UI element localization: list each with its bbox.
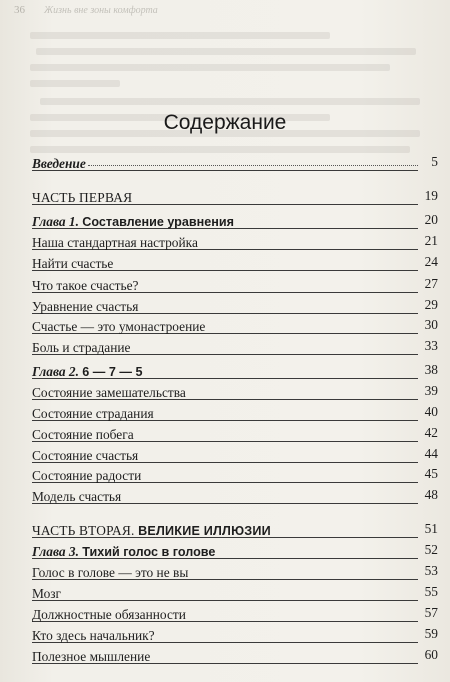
- toc-entry-label: [32, 427, 136, 443]
- toc-entry-title: Состояние замешательства: [32, 385, 186, 400]
- page-title: Содержание: [163, 111, 287, 134]
- toc-entry[interactable]: [32, 538, 438, 559]
- dot-leader: [140, 308, 418, 309]
- toc-entry[interactable]: [32, 483, 438, 504]
- toc-entry[interactable]: [32, 293, 438, 314]
- toc-page-number: 53: [424, 563, 438, 578]
- toc-page-number: 60: [424, 647, 438, 662]
- toc-entry[interactable]: [32, 250, 438, 271]
- toc-entry-title: Боль и страдание: [32, 340, 131, 355]
- toc-page-number: 5: [431, 154, 438, 169]
- toc-entry-title: Мозг: [32, 586, 62, 601]
- toc-entry-title: Что такое счастье?: [32, 278, 139, 293]
- dot-leader: [217, 553, 418, 554]
- dot-leader: [156, 415, 418, 416]
- dot-leader: [190, 574, 418, 575]
- toc-entry-label: [32, 607, 188, 623]
- toc-entry[interactable]: [32, 184, 438, 205]
- toc-entry[interactable]: [32, 580, 438, 601]
- toc-entry-title: 6 — 7 — 5: [82, 365, 143, 379]
- toc-entry[interactable]: [32, 517, 438, 538]
- toc-entry[interactable]: [32, 601, 438, 622]
- toc-page-number: 55: [424, 584, 438, 599]
- toc-entry-label: [32, 406, 156, 422]
- toc-entry-label: [32, 235, 200, 251]
- toc-entry[interactable]: [32, 272, 438, 293]
- toc-entry-label: [32, 565, 190, 581]
- toc-entry-prefix: Введение: [32, 156, 86, 171]
- toc-entry-label: [32, 256, 115, 272]
- dot-leader: [157, 637, 418, 638]
- toc-entry-label: [32, 278, 141, 294]
- toc-entry-label: [32, 649, 152, 665]
- toc-entry[interactable]: [32, 379, 438, 400]
- dot-leader: [144, 373, 418, 374]
- dot-leader: [152, 658, 418, 659]
- toc-page-number: 20: [424, 212, 438, 227]
- dot-leader: [123, 498, 418, 499]
- dot-leader: [236, 223, 418, 224]
- toc-page-number: 21: [424, 233, 438, 248]
- toc-entry-title: Состояние побега: [32, 427, 134, 442]
- toc-entry-prefix: Глава 1.: [32, 214, 83, 229]
- toc-entry[interactable]: [32, 559, 438, 580]
- toc-entry-title: Найти счастье: [32, 256, 114, 271]
- toc-entry-title: Наша стандартная настройка: [32, 235, 198, 250]
- toc-entry-title: Составление уравнения: [82, 215, 234, 229]
- dot-leader: [134, 199, 418, 200]
- bleed-through-text: [30, 0, 450, 160]
- toc-entry-title: Состояние счастья: [32, 448, 139, 463]
- toc-entry[interactable]: [32, 400, 438, 421]
- toc-entry-label: [32, 340, 133, 356]
- toc-page-number: 19: [424, 188, 438, 203]
- toc-page-number: 29: [424, 297, 438, 312]
- toc-page-number: 27: [424, 276, 438, 291]
- toc-page-number: 42: [424, 425, 438, 440]
- running-header: [0, 4, 450, 18]
- toc-page-number: 51: [424, 521, 438, 536]
- toc-entry-title: Модель счастья: [32, 489, 122, 504]
- toc-entry-label: [32, 190, 134, 206]
- toc-entry[interactable]: [32, 643, 438, 664]
- toc-entry-title: Состояние страдания: [32, 406, 154, 421]
- toc-entry-prefix: Глава 2.: [32, 364, 83, 379]
- toc-entry-label: [32, 319, 207, 335]
- toc-page-number: 44: [424, 446, 438, 461]
- dot-leader: [273, 532, 418, 533]
- toc-entry-label: [32, 544, 217, 560]
- toc-entry-label: [32, 364, 144, 380]
- toc-page-number: 40: [424, 404, 438, 419]
- toc-entry[interactable]: [32, 150, 438, 171]
- toc-page-number: 30: [424, 317, 438, 332]
- dot-leader: [188, 394, 418, 395]
- toc-page-number: 45: [424, 466, 438, 481]
- toc-entry-title: Полезное мышление: [32, 649, 151, 664]
- toc-page-number: 52: [424, 542, 438, 557]
- toc-entry[interactable]: [32, 208, 438, 229]
- dot-leader: [63, 595, 418, 596]
- dot-leader: [141, 287, 419, 288]
- toc-entry-label: [32, 468, 143, 484]
- toc-page-number: 38: [424, 362, 438, 377]
- dot-leader: [133, 349, 419, 350]
- toc-entry-title: ВЕЛИКИЕ ИЛЛЮЗИИ: [138, 524, 271, 538]
- toc-entry-label: [32, 523, 273, 539]
- dot-leader: [143, 477, 418, 478]
- toc-entry-label: [32, 385, 188, 401]
- toc-entry-title: Тихий голос в голове: [82, 545, 216, 559]
- dot-leader: [207, 328, 418, 329]
- dot-leader: [140, 457, 418, 458]
- toc-entry[interactable]: [32, 442, 438, 463]
- running-page-number: 36: [14, 4, 25, 16]
- toc-entry[interactable]: [32, 313, 438, 334]
- toc-entry-title: ЧАСТЬ ПЕРВАЯ: [32, 190, 133, 205]
- toc-entry-prefix: ЧАСТЬ ВТОРАЯ.: [32, 523, 139, 538]
- toc-page-number: 57: [424, 605, 438, 620]
- dot-leader: [88, 164, 418, 166]
- running-title: Жизнь вне зоны комфорта: [44, 5, 158, 16]
- toc-page-number: 39: [424, 383, 438, 398]
- dot-leader: [136, 436, 418, 437]
- toc-entry-label: [32, 628, 157, 644]
- toc-entry[interactable]: [32, 421, 438, 442]
- toc-entry[interactable]: [32, 229, 438, 250]
- toc-entry-title: Состояние радости: [32, 468, 142, 483]
- toc-entry-title: Уравнение счастья: [32, 299, 139, 314]
- toc-entry-label: [32, 489, 123, 505]
- dot-leader: [115, 265, 418, 266]
- toc-page-number: 24: [424, 254, 438, 269]
- toc-entry-label: [32, 586, 63, 602]
- toc-entry[interactable]: [32, 622, 438, 643]
- toc-entry-title: Кто здесь начальник?: [32, 628, 155, 643]
- toc-page-number: 59: [424, 626, 438, 641]
- toc-entry[interactable]: [32, 358, 438, 379]
- toc-page-number: 48: [424, 487, 438, 502]
- toc-entry-title: Счастье — это умонастроение: [32, 319, 206, 334]
- toc-entry-title: Должностные обязанности: [32, 607, 186, 622]
- toc-page-number: 33: [424, 338, 438, 353]
- dot-leader: [188, 616, 418, 617]
- toc-entry-label: [32, 156, 88, 172]
- toc-entry-prefix: Глава 3.: [32, 544, 83, 559]
- dot-leader: [200, 244, 418, 245]
- toc-entry-title: Голос в голове — это не вы: [32, 565, 189, 580]
- toc-entry[interactable]: [32, 334, 438, 355]
- toc-entry[interactable]: [32, 462, 438, 483]
- toc-entry-label: [32, 214, 236, 230]
